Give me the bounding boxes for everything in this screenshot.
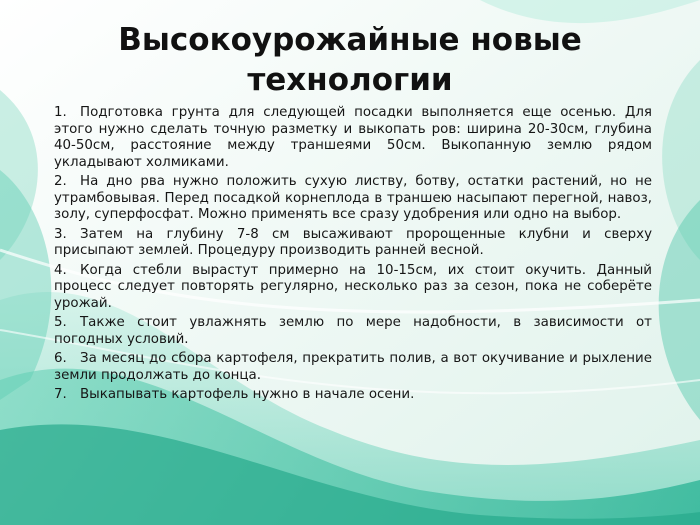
item-number: 6. (54, 351, 67, 366)
item-number: 5. (54, 315, 67, 330)
item-number: 2. (54, 174, 67, 189)
list-item (54, 174, 652, 224)
list-item (54, 263, 652, 313)
item-text: Выкапывать картофель нужно в начале осени. (80, 387, 415, 402)
item-text: Подготовка грунта для следующей посадки выполняется еще осенью. Для этого нужно сделать точную разметку и выкопать ров: ширина 20-30см, глубина 40-50см, расстояние между траншеями 50см. Выкопанную землю рядом укладывают холмиками. (54, 105, 652, 170)
list-item (54, 351, 652, 384)
item-number: 3. (54, 226, 67, 242)
item-number: 1. (54, 105, 67, 120)
list-item (54, 227, 652, 260)
steps-list (54, 105, 652, 407)
slide-title-line-2: технологии (247, 62, 453, 98)
list-item (54, 315, 652, 348)
item-text: На дно рва нужно положить сухую листву, ботву, остатки растений, но не утрамбовывая. Перед посадкой корнеплода в траншею насыпают перегной, навоз, золу, суперфосфат. Можно применять все сразу удобрения или одно на выбор. (54, 174, 652, 222)
item-text: Когда стебли вырастут примерно на 10-15см, их стоит окучить. Данный процесс следует повторять регулярно, несколько раз за сезон, пока не соберёте урожай. (54, 262, 652, 311)
slide-title (0, 20, 700, 100)
item-number: 4. (54, 262, 67, 278)
item-text: Затем на глубину 7-8 см высаживают пророщенные клубни и сверху присыпают землей. Процедуру производить ранней весной. (54, 226, 652, 258)
item-text: Также стоит увлажнять землю по мере надобности, в зависимости от погодных условий. (54, 315, 652, 347)
item-number: 7. (54, 387, 67, 402)
slide-title-line-1: Высокоурожайные новые (118, 22, 582, 58)
list-item (54, 387, 652, 404)
list-item (54, 105, 652, 171)
item-text: За месяц до сбора картофеля, прекратить полив, а вот окучивание и рыхление земли продолжать до конца. (54, 351, 652, 383)
